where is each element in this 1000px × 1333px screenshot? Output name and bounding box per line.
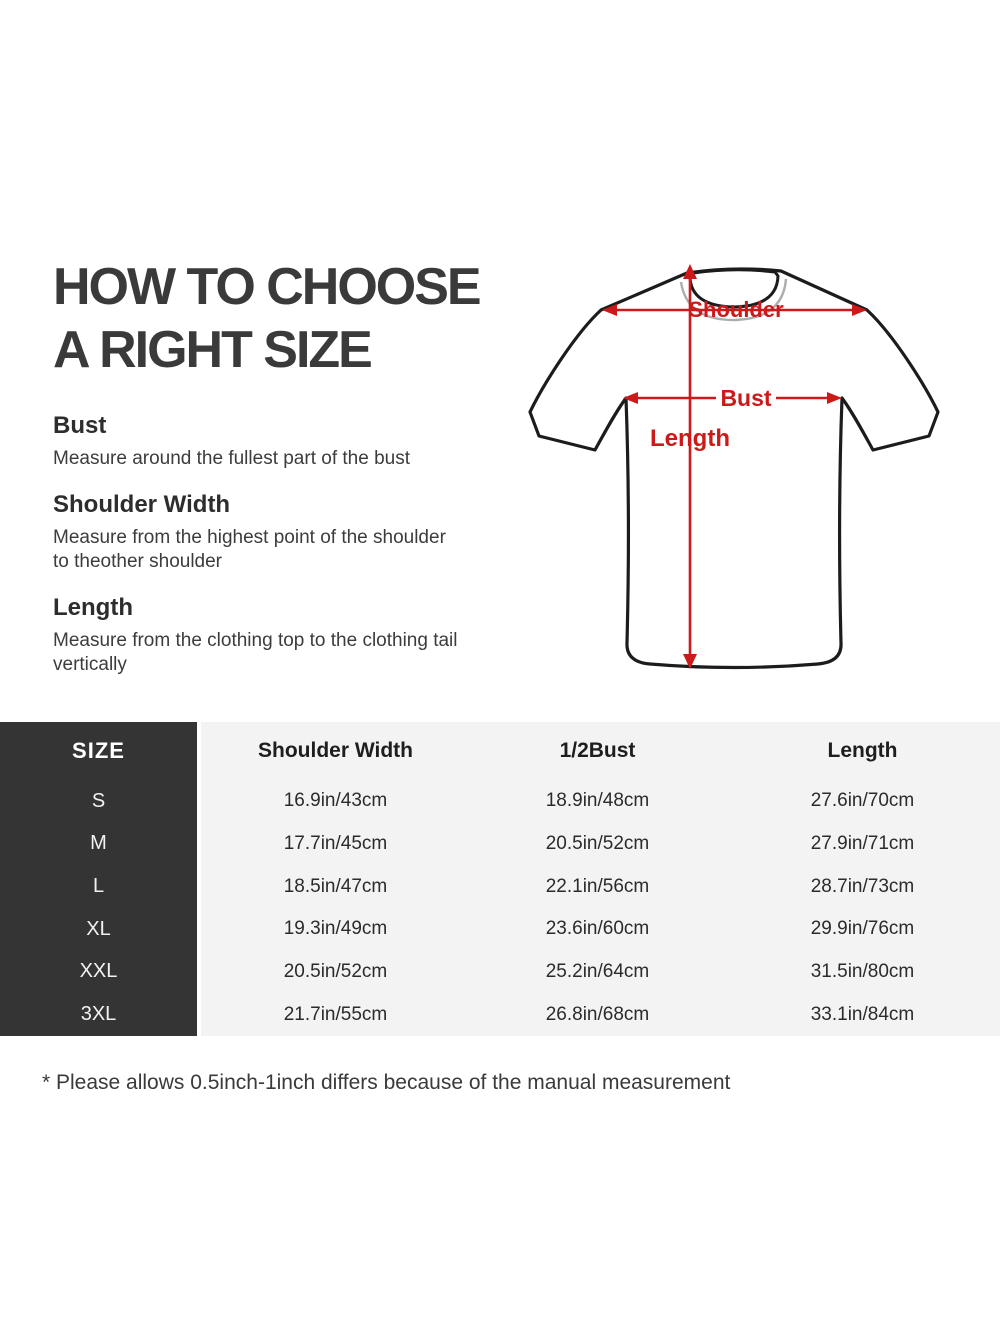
size-table-header-half-bust: 1/2Bust xyxy=(470,722,725,780)
table-cell-shoulder: 16.9in/43cm xyxy=(201,780,470,823)
table-cell-length: 28.7in/73cm xyxy=(725,865,1000,908)
table-cell-length: 27.9in/71cm xyxy=(725,823,1000,866)
instruction-shoulder-width xyxy=(53,491,483,574)
tshirt-diagram-svg xyxy=(520,255,970,695)
table-cell-bust: 18.9in/48cm xyxy=(470,780,725,823)
instruction-shoulder-width-term: Shoulder Width xyxy=(53,491,231,518)
instruction-length-term: Length xyxy=(53,594,133,621)
instruction-bust-term: Bust xyxy=(53,412,107,439)
intro-section xyxy=(53,256,483,697)
size-label: S xyxy=(0,780,197,823)
instruction-bust xyxy=(53,412,483,471)
bust-label: Bust xyxy=(720,385,772,411)
table-cell-shoulder: 17.7in/45cm xyxy=(201,823,470,866)
table-cell-length: 29.9in/76cm xyxy=(725,908,1000,951)
size-table-header-shoulder-width: Shoulder Width xyxy=(201,722,470,780)
instruction-length-desc: Measure from the clothing top to the clothing tail vertically xyxy=(53,630,458,675)
page-title xyxy=(53,256,483,382)
shoulder-label: Shoulder xyxy=(688,297,784,322)
tshirt-measurement-diagram xyxy=(520,255,970,695)
page-title-line2: A RIGHT SIZE xyxy=(53,321,371,379)
size-label: XXL xyxy=(0,951,197,994)
table-cell-shoulder: 19.3in/49cm xyxy=(201,908,470,951)
length-label: Length xyxy=(650,425,730,452)
instruction-shoulder-width-desc: Measure from the highest point of the shoulder to theother shoulder xyxy=(53,527,446,572)
size-table-header-size: SIZE xyxy=(0,722,197,780)
table-cell-bust: 26.8in/68cm xyxy=(470,993,725,1036)
tshirt-outline xyxy=(530,269,938,668)
instruction-bust-desc: Measure around the fullest part of the bust xyxy=(53,448,410,469)
table-cell-shoulder: 21.7in/55cm xyxy=(201,993,470,1036)
table-cell-bust: 25.2in/64cm xyxy=(470,951,725,994)
size-label: 3XL xyxy=(0,993,197,1036)
table-cell-shoulder: 18.5in/47cm xyxy=(201,865,470,908)
size-label: M xyxy=(0,823,197,866)
size-label: L xyxy=(0,865,197,908)
measurement-disclaimer: * Please allows 0.5inch-1inch differs because of the manual measurement xyxy=(42,1071,731,1094)
measurement-instructions xyxy=(53,412,483,677)
size-label: XL xyxy=(0,908,197,951)
page-title-line1: HOW TO CHOOSE xyxy=(53,258,480,316)
instruction-length xyxy=(53,594,483,677)
table-cell-shoulder: 20.5in/52cm xyxy=(201,951,470,994)
table-cell-length: 27.6in/70cm xyxy=(725,780,1000,823)
table-cell-bust: 20.5in/52cm xyxy=(470,823,725,866)
table-cell-length: 31.5in/80cm xyxy=(725,951,1000,994)
size-table-header-length: Length xyxy=(725,722,1000,780)
size-table xyxy=(0,722,1000,1036)
table-cell-bust: 22.1in/56cm xyxy=(470,865,725,908)
table-cell-length: 33.1in/84cm xyxy=(725,993,1000,1036)
table-cell-bust: 23.6in/60cm xyxy=(470,908,725,951)
